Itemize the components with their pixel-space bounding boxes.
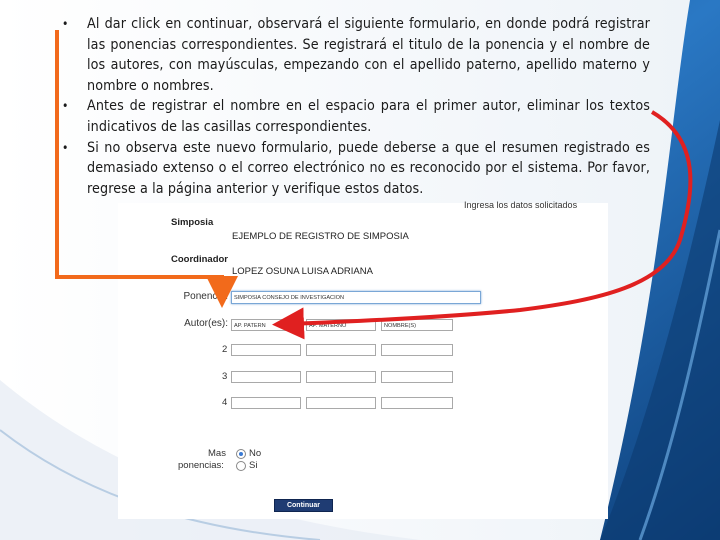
author-row-number: 3 (222, 371, 228, 382)
author1-paterno-input[interactable]: AP. PATERN (231, 319, 301, 331)
author-row-number: 2 (222, 344, 228, 355)
author1-materno-input[interactable]: AP. MATERNO (306, 319, 376, 331)
author2-nombres-input[interactable] (381, 344, 453, 356)
radio-no[interactable] (236, 449, 246, 459)
mas-ponencias-label: Mas (208, 448, 226, 459)
author3-nombres-input[interactable] (381, 371, 453, 383)
radio-si[interactable] (236, 461, 246, 471)
registration-form-screenshot (118, 200, 608, 519)
author3-materno-input[interactable] (306, 371, 376, 383)
author4-nombres-input[interactable] (381, 397, 453, 409)
bullet-item: • Al dar click en continuar, observará el siguiente formulario, en donde podrá registrar las ponencias correspondientes. Se registrará el titulo de la ponencia y el nombre de los autores, con mayúsculas, empezando con el apellido paterno, apellido materno y nombre o nombres. (58, 14, 650, 96)
author2-paterno-input[interactable] (231, 344, 301, 356)
author4-paterno-input[interactable] (231, 397, 301, 409)
author-row-number: 4 (222, 397, 228, 408)
author2-materno-input[interactable] (306, 344, 376, 356)
author1-nombres-input[interactable]: NOMBRE(S) (381, 319, 453, 331)
mas-ponencias-label: ponencias: (178, 460, 224, 471)
instruction-bullets (58, 14, 650, 199)
ponencia-label: Ponencia: (183, 291, 228, 302)
bullet-item: • Si no observa este nuevo formulario, puede deberse a que el resumen registrado es demasiado extenso o el correo electrónico no es reconocido por el sistema. Por favor, regrese a la página anterior y verifique estos datos. (58, 138, 650, 200)
coordinador-heading: Coordinador (171, 254, 228, 265)
option-no-label: No (249, 448, 262, 459)
form-hint: Ingresa los datos solicitados (464, 200, 578, 210)
simposia-value: EJEMPLO DE REGISTRO DE SIMPOSIA (232, 231, 409, 242)
option-si-label: Si (249, 460, 258, 471)
bullet-item: • Antes de registrar el nombre en el espacio para el primer autor, eliminar los textos indicativos de las casillas correspondientes. (58, 96, 650, 137)
author3-paterno-input[interactable] (231, 371, 301, 383)
ponencia-input[interactable]: SIMPOSIA CONSEJO DE INVESTIGACION (231, 291, 481, 304)
simposia-heading: Simposia (171, 217, 214, 228)
autores-label: Autor(es): (184, 318, 228, 329)
author4-materno-input[interactable] (306, 397, 376, 409)
continue-button[interactable]: Continuar (274, 499, 333, 512)
coordinador-value: LOPEZ OSUNA LUISA ADRIANA (232, 266, 373, 277)
